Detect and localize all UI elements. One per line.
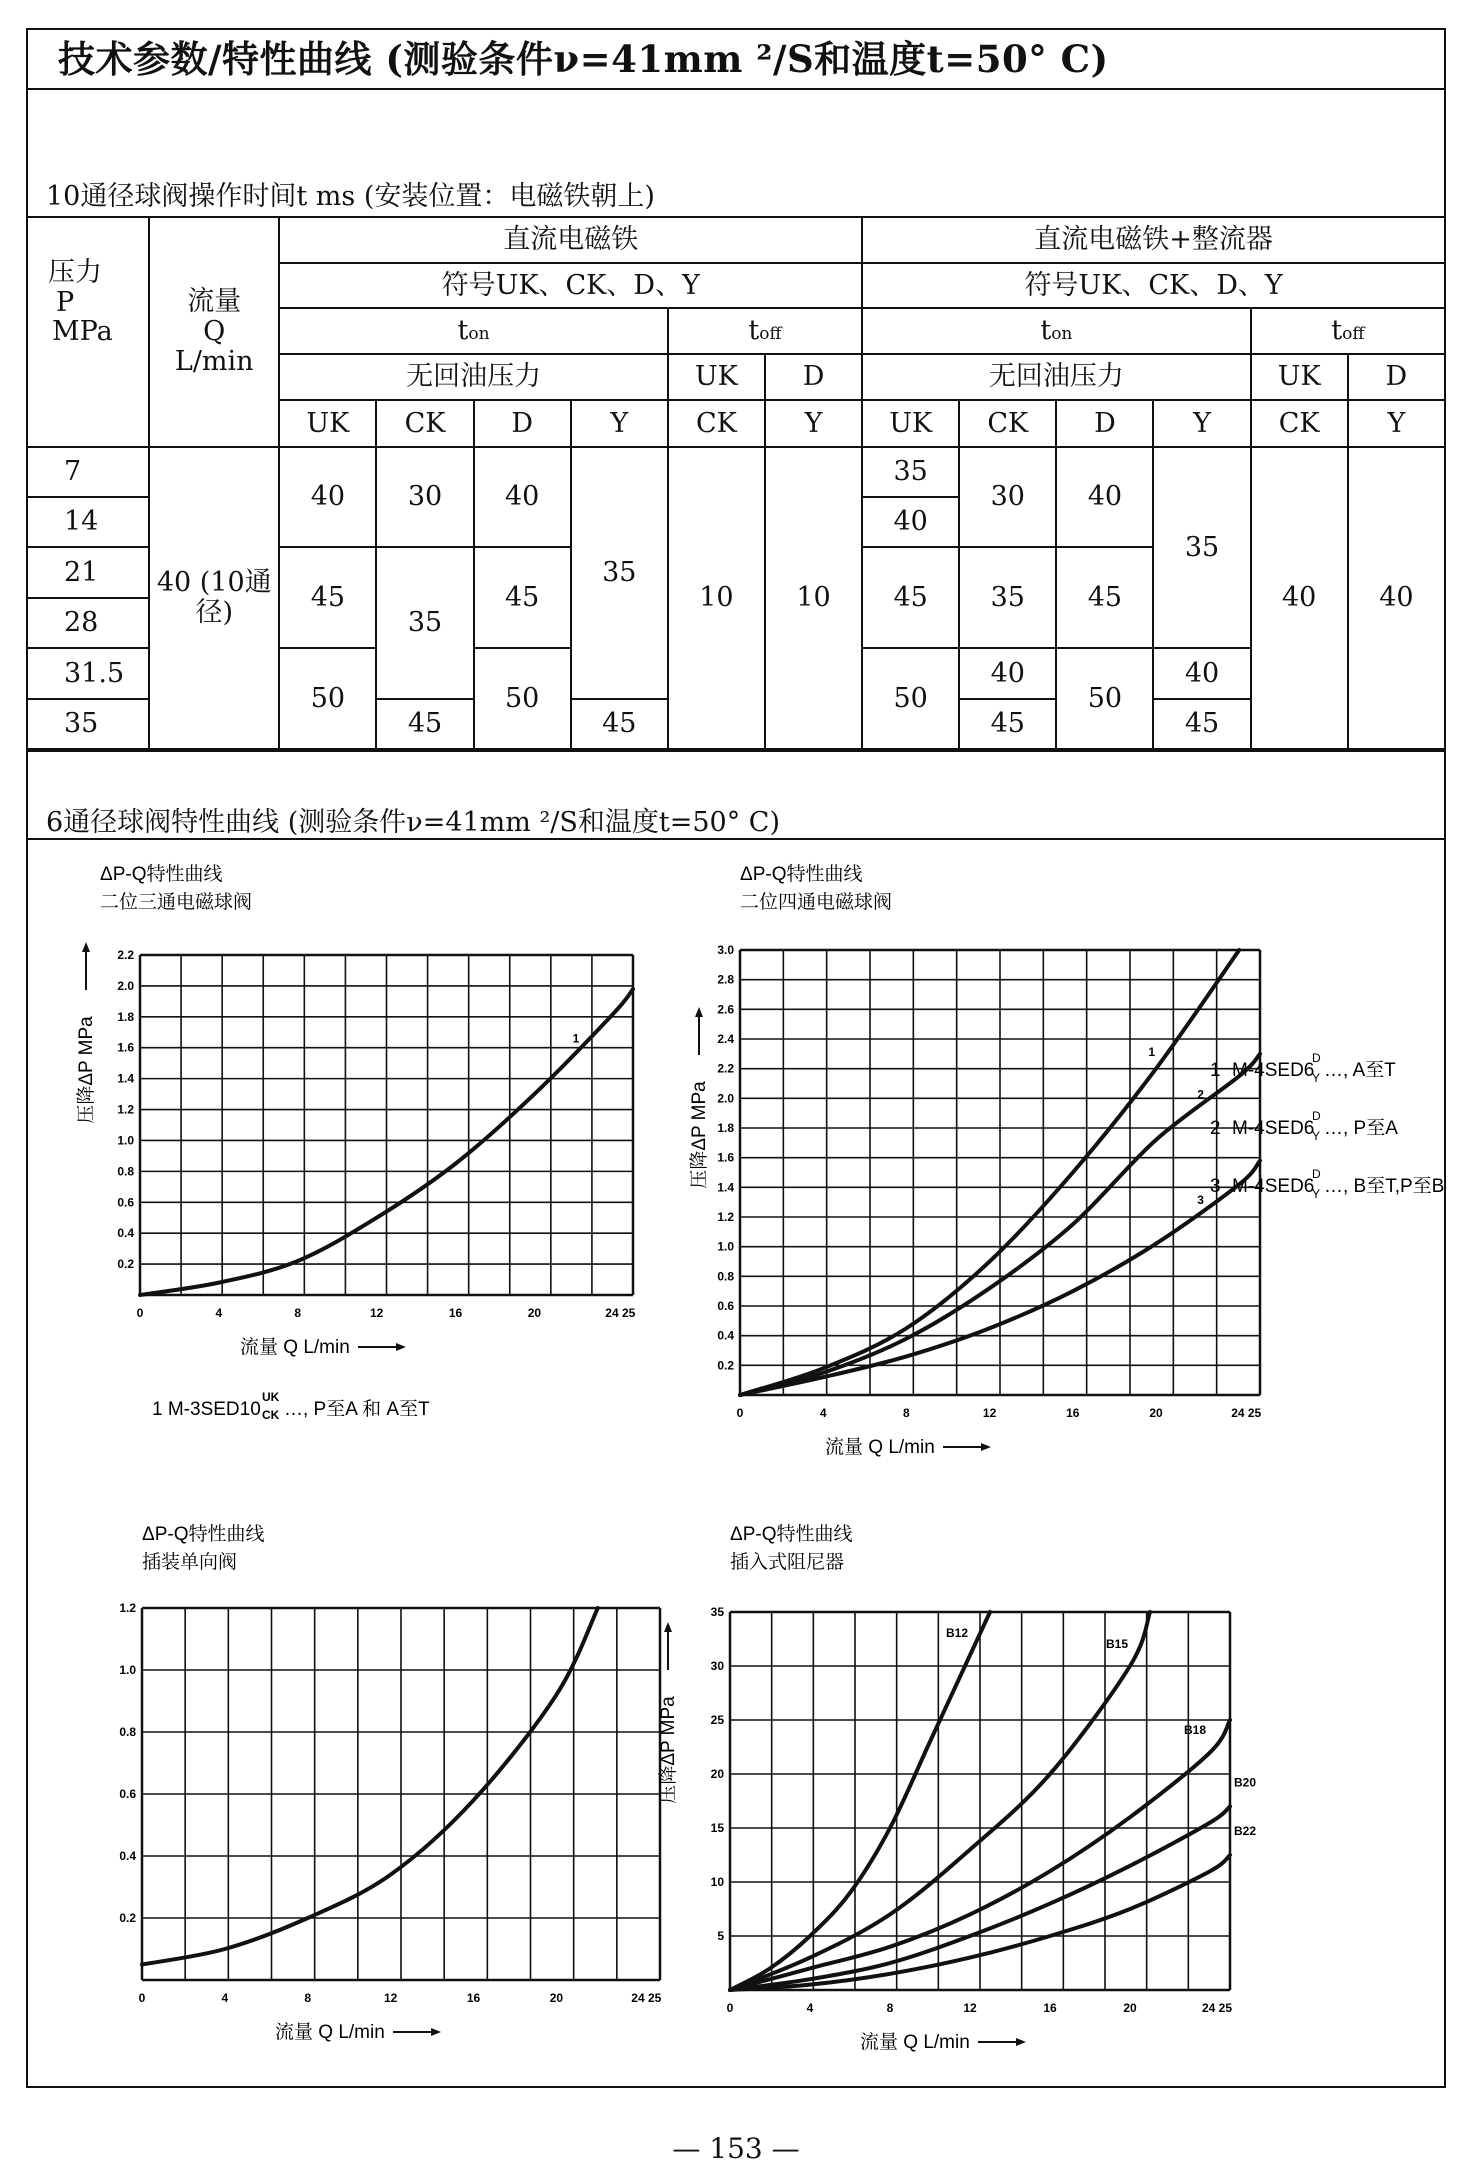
- y-tick-label: 0.8: [117, 1164, 134, 1179]
- symbols-dc: 符号UK、CK、D、Y: [279, 263, 862, 307]
- chart-note-sub: CK: [262, 1408, 280, 1422]
- x-axis-label: 流量 Q L/min: [240, 1337, 350, 1358]
- x-tick-label: 24 25: [631, 1991, 662, 2005]
- ton-dc: ton: [279, 308, 668, 354]
- legend-number: 3: [1210, 1176, 1221, 1197]
- chart-title: ΔP-Q特性曲线: [100, 864, 223, 885]
- y-tick-label: 3.0: [717, 943, 734, 957]
- series-label: B12: [946, 1626, 969, 1641]
- legend-number: 2: [1210, 1118, 1221, 1139]
- symbols-rect: 符号UK、CK、D、Y: [862, 263, 1445, 307]
- chart-title: ΔP-Q特性曲线: [730, 1524, 853, 1545]
- x-tick-label: 0: [138, 1991, 146, 2005]
- value-cell: 35: [959, 547, 1056, 648]
- x-tick-label: 20: [1123, 2001, 1137, 2015]
- cell-uk: UK: [279, 400, 376, 446]
- chart-title: ΔP-Q特性曲线: [740, 864, 863, 885]
- x-tick-label: 0: [726, 2001, 734, 2015]
- x-tick-label: 16: [1043, 2001, 1057, 2015]
- legend-sup: D: [1312, 1109, 1321, 1123]
- y-tick-label: 5: [717, 1929, 724, 1943]
- chart-title: ΔP-Q特性曲线: [142, 1524, 265, 1545]
- legend-sub: Y: [1312, 1187, 1321, 1201]
- value-cell: 45: [279, 547, 376, 648]
- pressure-cell: 31.5: [27, 648, 149, 698]
- page-title: 技术参数/特性曲线 (测验条件ν=41mm ²/S和温度t=50° C): [58, 37, 1109, 81]
- arrow-head-icon: [981, 1443, 991, 1451]
- y-tick-label: 0.8: [119, 1725, 136, 1739]
- y-tick-label: 2.2: [717, 1061, 734, 1076]
- value-cell: 30: [376, 447, 473, 548]
- cell-ck: CK: [959, 400, 1056, 446]
- y-tick-label: 1.2: [117, 1102, 134, 1117]
- table-caption: 10通径球阀操作时间t ms (安装位置：电磁铁朝上): [46, 181, 655, 212]
- x-tick-label: 12: [963, 2001, 977, 2015]
- value-cell: 10: [765, 447, 862, 749]
- legend-suffix: …, A至T: [1324, 1060, 1396, 1081]
- chart-3way-valve: [60, 860, 660, 1420]
- legend-text: M-4SED6: [1232, 1176, 1315, 1197]
- value-cell: 30: [959, 447, 1056, 548]
- series-label: 2: [1197, 1087, 1204, 1102]
- cell-d: D: [1348, 354, 1445, 400]
- y-tick-label: 1.8: [117, 1009, 134, 1024]
- value-cell: 45: [1153, 699, 1250, 749]
- y-tick-label: 1.0: [117, 1133, 134, 1148]
- no-backpressure-rect: 无回油压力: [862, 354, 1251, 400]
- x-tick-label: 20: [1149, 1406, 1163, 1420]
- operation-time-table: [26, 216, 1446, 750]
- chart-svg: [658, 1520, 1260, 2053]
- legend-text: M-4SED6: [1232, 1060, 1315, 1081]
- y-axis-label: 压降ΔP MPa: [76, 1016, 97, 1124]
- legend-suffix: …, P至A: [1324, 1118, 1398, 1139]
- value-cell: 35: [376, 547, 473, 698]
- legend-number: 1: [1210, 1060, 1221, 1081]
- legend-sup: D: [1312, 1167, 1321, 1181]
- y-tick-label: 1.4: [117, 1071, 134, 1086]
- y-tick-label: 0.6: [717, 1299, 734, 1313]
- value-cell: 45: [862, 547, 959, 648]
- legend-sub: Y: [1312, 1071, 1321, 1085]
- y-tick-label: 1.8: [717, 1121, 734, 1135]
- y-tick-label: 35: [710, 1605, 724, 1619]
- chart-subtitle: 二位三通电磁球阀: [100, 892, 253, 913]
- y-tick-label: 0.4: [119, 1849, 136, 1863]
- x-tick-label: 16: [448, 1306, 463, 1320]
- x-tick-label: 8: [886, 2001, 894, 2015]
- series-label: B18: [1184, 1723, 1207, 1737]
- x-tick-label: 16: [1066, 1406, 1080, 1420]
- toff-dc: toff: [668, 308, 862, 354]
- y-tick-label: 0.2: [717, 1358, 734, 1373]
- y-tick-label: 1.6: [717, 1150, 734, 1165]
- series-label: B20: [1234, 1775, 1257, 1790]
- ton-rect: ton: [862, 308, 1251, 354]
- y-tick-label: 1.0: [717, 1239, 734, 1254]
- cell-uk: UK: [668, 354, 765, 400]
- divider: [26, 750, 1446, 752]
- cell-ck: CK: [668, 400, 765, 446]
- series-label: B15: [1106, 1637, 1129, 1651]
- y-tick-label: 0.8: [717, 1269, 734, 1284]
- value-cell: 40: [1056, 447, 1153, 548]
- page-number: — 153 —: [672, 2132, 800, 2165]
- pressure-cell: 35: [27, 699, 149, 749]
- y-tick-label: 25: [710, 1713, 724, 1727]
- y-tick-label: 0.2: [117, 1257, 134, 1272]
- arrow-head-icon: [82, 942, 90, 952]
- group-dc: 直流电磁铁: [279, 217, 862, 263]
- y-tick-label: 2.0: [117, 978, 134, 993]
- cell-y: Y: [571, 400, 668, 446]
- series-line: [142, 1608, 598, 1965]
- y-tick-label: 1.2: [119, 1601, 136, 1615]
- series-label: 1: [1148, 1045, 1156, 1060]
- cell-ck: CK: [376, 400, 473, 446]
- y-tick-label: 2.0: [717, 1091, 734, 1106]
- y-tick-label: 1.0: [119, 1663, 136, 1677]
- x-tick-label: 12: [383, 1991, 398, 2005]
- arrow-head-icon: [431, 2028, 441, 2036]
- value-cell: 45: [1056, 547, 1153, 648]
- chart-subtitle: 二位四通电磁球阀: [740, 892, 893, 913]
- arrow-head-icon: [695, 1007, 703, 1017]
- y-tick-label: 0.2: [119, 1911, 136, 1925]
- cell-uk: UK: [862, 400, 959, 446]
- arrow-head-icon: [396, 1343, 406, 1351]
- x-tick-label: 8: [304, 1991, 312, 2005]
- value-cell: 40: [959, 648, 1056, 698]
- y-tick-label: 10: [710, 1875, 724, 1889]
- value-cell: 35: [571, 447, 668, 699]
- x-tick-label: 24 25: [1231, 1406, 1262, 1420]
- x-tick-label: 4: [221, 1991, 229, 2005]
- y-tick-label: 0.6: [119, 1787, 136, 1801]
- legend-sup: D: [1312, 1051, 1321, 1065]
- value-cell: 40: [1251, 447, 1348, 749]
- legend-suffix: …, B至T,P至B: [1324, 1176, 1445, 1197]
- value-cell: 40: [1348, 447, 1445, 749]
- pressure-cell: 14: [27, 497, 149, 547]
- y-tick-label: 2.4: [717, 1032, 734, 1046]
- group-dc-rectifier: 直流电磁铁+整流器: [862, 217, 1445, 263]
- cell-d: D: [765, 354, 862, 400]
- chart-subtitle: 插装单向阀: [142, 1552, 238, 1573]
- y-tick-label: 2.2: [117, 948, 134, 962]
- x-tick-label: 0: [136, 1306, 144, 1320]
- chart-note-suffix: …, P至A 和 A至T: [284, 1399, 430, 1420]
- value-cell: 45: [474, 547, 571, 648]
- x-axis-label: 流量 Q L/min: [275, 2022, 385, 2043]
- value-cell: 40: [474, 447, 571, 548]
- chart-note: 1 M-3SED10: [152, 1399, 261, 1420]
- cell-ck: CK: [1251, 400, 1348, 446]
- value-cell: 50: [1056, 648, 1153, 749]
- chart-svg: [60, 1520, 662, 2043]
- cell-d: D: [474, 400, 571, 446]
- value-cell: 35: [1153, 447, 1250, 649]
- value-cell: 45: [959, 699, 1056, 749]
- cell-y: Y: [1153, 400, 1250, 446]
- arrow-head-icon: [664, 1622, 672, 1632]
- y-tick-label: 20: [710, 1767, 724, 1781]
- x-tick-label: 4: [215, 1306, 223, 1320]
- pressure-cell: 28: [27, 598, 149, 648]
- value-cell: 35: [862, 447, 959, 497]
- cell-y: Y: [765, 400, 862, 446]
- chart-4way-valve: [660, 860, 1450, 1460]
- legend-sub: Y: [1312, 1129, 1321, 1143]
- x-tick-label: 24 25: [1202, 2001, 1233, 2015]
- chart-check-valve: [60, 1520, 662, 2043]
- flow-header: 流量 Q L/min: [149, 217, 279, 447]
- cell-y: Y: [1348, 400, 1445, 446]
- x-tick-label: 24 25: [605, 1306, 636, 1320]
- value-cell: 40: [1153, 648, 1250, 698]
- y-tick-label: 1.2: [717, 1210, 734, 1224]
- toff-rect: toff: [1251, 308, 1445, 354]
- x-tick-label: 4: [819, 1406, 827, 1420]
- flow-cell: 40 (10通径): [149, 447, 279, 749]
- y-axis-label: 压降ΔP MPa: [658, 1696, 679, 1804]
- x-tick-label: 8: [903, 1406, 910, 1420]
- cell-uk: UK: [1251, 354, 1348, 400]
- pressure-header: 压力 P MPa: [27, 217, 149, 447]
- y-tick-label: 30: [710, 1659, 724, 1673]
- no-backpressure-dc: 无回油压力: [279, 354, 668, 400]
- chart-damper: [658, 1520, 1260, 2053]
- value-cell: 40: [279, 447, 376, 548]
- value-cell: 40: [862, 497, 959, 547]
- value-cell: 50: [862, 648, 959, 749]
- x-tick-label: 4: [806, 2001, 814, 2015]
- value-cell: 45: [376, 699, 473, 749]
- series-label: B22: [1234, 1824, 1257, 1838]
- x-tick-label: 8: [294, 1306, 302, 1320]
- x-tick-label: 0: [736, 1406, 744, 1420]
- value-cell: 10: [668, 447, 765, 749]
- pressure-cell: 21: [27, 547, 149, 597]
- cell-d: D: [1056, 400, 1153, 446]
- series-label: 1: [572, 1031, 580, 1046]
- x-tick-label: 12: [982, 1406, 997, 1420]
- chart-note-sup: UK: [262, 1390, 280, 1404]
- chart-subtitle: 插入式阻尼器: [730, 1552, 845, 1573]
- series-line: [730, 1612, 1150, 1990]
- y-tick-label: 2.6: [717, 1002, 734, 1017]
- y-tick-label: 2.8: [717, 972, 734, 987]
- x-tick-label: 20: [549, 1991, 564, 2005]
- y-tick-label: 0.4: [117, 1226, 134, 1241]
- x-axis-label: 流量 Q L/min: [825, 1437, 935, 1458]
- x-tick-label: 16: [466, 1991, 481, 2005]
- curve-caption: 6通径球阀特性曲线 (测验条件ν=41mm ²/S和温度t=50° C): [46, 807, 780, 838]
- legend-text: M-4SED6: [1232, 1118, 1315, 1139]
- value-cell: 50: [474, 648, 571, 749]
- x-tick-label: 20: [527, 1306, 542, 1320]
- y-tick-label: 0.4: [717, 1328, 734, 1343]
- y-tick-label: 1.4: [717, 1180, 734, 1195]
- value-cell: 50: [279, 648, 376, 749]
- divider: [26, 88, 1446, 90]
- y-tick-label: 1.6: [117, 1040, 134, 1055]
- y-axis-label: 压降ΔP MPa: [689, 1081, 710, 1189]
- x-axis-label: 流量 Q L/min: [860, 2032, 970, 2053]
- chart-svg: [660, 860, 1450, 1460]
- y-tick-label: 15: [710, 1821, 724, 1835]
- value-cell: 45: [571, 699, 668, 749]
- x-tick-label: 12: [369, 1306, 384, 1320]
- chart-svg: [60, 860, 660, 1420]
- series-label: 3: [1197, 1193, 1204, 1208]
- y-tick-label: 0.6: [117, 1195, 134, 1210]
- pressure-cell: 7: [27, 447, 149, 497]
